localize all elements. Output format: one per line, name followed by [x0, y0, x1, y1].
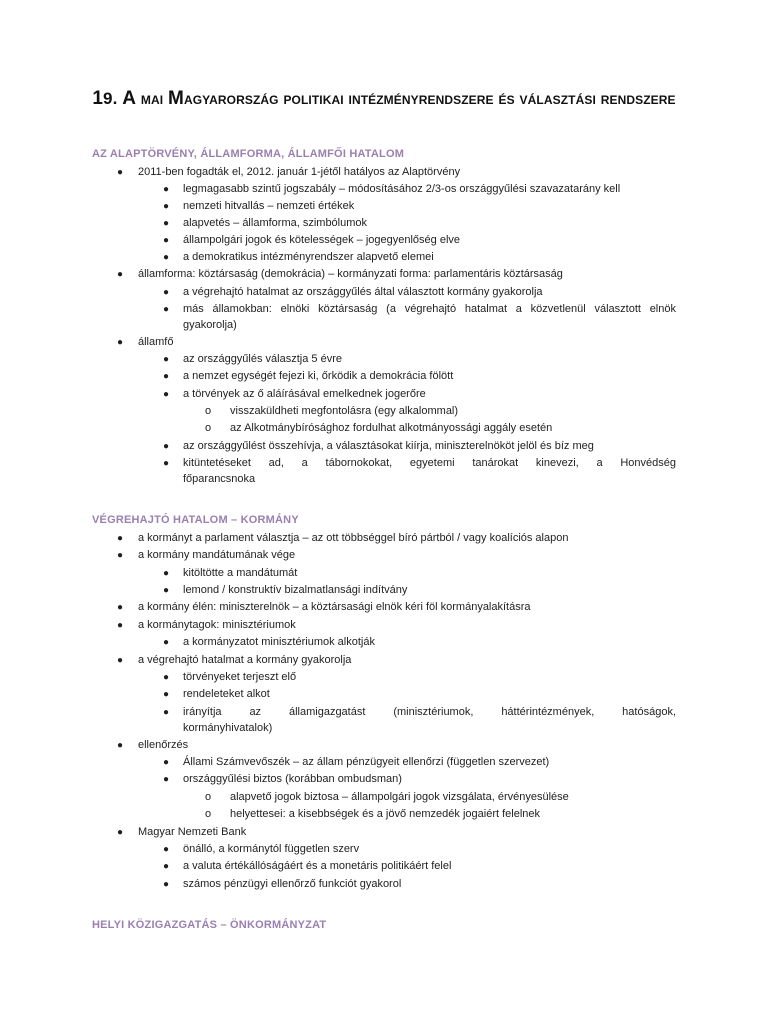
list-item: a nemzet egységét fejezi ki, őrködik a demokrácia fölött: [183, 370, 454, 382]
bullet-icon: ●: [163, 585, 170, 596]
circle-bullet-icon: o: [205, 405, 212, 417]
list-item: ellenőrzés: [138, 739, 189, 751]
list-item: a valuta értékállóságáért és a monetáris politikáért felel: [183, 860, 452, 872]
bullet-icon: ●: [163, 568, 170, 579]
list-item: helyettesei: a kisebbségek és a jövő nemzedék jogaiért felelnek: [230, 808, 541, 820]
bullet-icon: ●: [117, 337, 124, 348]
list-item: kitöltötte a mandátumát: [183, 567, 298, 579]
list-item: lemond / konstruktív bizalmatlansági indítvány: [183, 584, 408, 596]
bullet-icon: ●: [163, 354, 170, 365]
list-item: a törvények az ő aláírásával emelkednek jogerőre: [183, 388, 426, 400]
circle-bullet-icon: o: [205, 791, 212, 803]
list-item: kitüntetéseket ad, a tábornokokat, egyetemi tanárokat kinevezi, a Honvédség: [183, 457, 676, 469]
bullet-icon: ●: [163, 757, 170, 768]
bullet-icon: ●: [117, 827, 124, 838]
bullet-icon: ●: [163, 637, 170, 648]
list-item: Magyar Nemzeti Bank: [138, 826, 247, 838]
list-item: irányítja az államigazgatást (minisztériumok, háttérintézmények, hatóságok,: [183, 706, 676, 718]
list-item: állampolgári jogok és kötelességek – jogegyenlőség elve: [183, 234, 461, 246]
list-item: gyakorolja): [183, 319, 237, 331]
list-item: kormányhivatalok): [183, 722, 273, 734]
list-item: a kormány élén: miniszterelnök – a köztársasági elnök kéri föl kormányalakításra: [138, 601, 531, 613]
list-item: más államokban: elnöki köztársaság (a végrehajtó hatalmat a közvetlenül választott elnök: [183, 303, 676, 315]
bullet-icon: ●: [163, 235, 170, 246]
list-item: 2011-ben fogadták el, 2012. január 1-jétől hatályos az Alaptörvény: [138, 166, 461, 178]
bullet-icon: ●: [163, 218, 170, 229]
page-title: 19. A mai Magyarország politikai intézményrendszere és választási rendszere: [92, 88, 676, 109]
bullet-icon: ●: [163, 389, 170, 400]
bullet-icon: ●: [117, 655, 124, 666]
list-item: törvényeket terjeszt elő: [183, 671, 297, 683]
list-item: nemzeti hitvallás – nemzeti értékek: [183, 200, 355, 212]
section-heading: VÉGREHAJTÓ HATALOM – KORMÁNY: [92, 514, 299, 526]
bullet-icon: ●: [117, 602, 124, 613]
bullet-icon: ●: [163, 689, 170, 700]
list-item: az országgyűlést összehívja, a választásokat kiírja, miniszterelnököt jelöl és bíz meg: [183, 440, 594, 452]
list-item: Állami Számvevőszék – az állam pénzügyeit ellenőrzi (független szervezet): [183, 756, 550, 768]
bullet-icon: ●: [163, 879, 170, 890]
list-item: az országgyűlés választja 5 évre: [183, 353, 342, 365]
bullet-icon: ●: [163, 458, 170, 469]
bullet-icon: ●: [163, 287, 170, 298]
list-item: a kormányt a parlament választja – az ott többséggel bíró pártból / vagy koalíciós alapon: [138, 532, 569, 544]
section-heading: HELYI KÖZIGAZGATÁS – ÖNKORMÁNYZAT: [92, 919, 327, 931]
list-item: államfő: [138, 336, 174, 348]
list-item: a kormánytagok: minisztériumok: [138, 619, 296, 631]
list-item: a kormány mandátumának vége: [138, 549, 296, 561]
bullet-icon: ●: [117, 550, 124, 561]
list-item: legmagasabb szintű jogszabály – módosításához 2/3-os országgyűlési szavazatarány kell: [183, 183, 621, 195]
list-item: rendeleteket alkot: [183, 688, 270, 700]
bullet-icon: ●: [117, 740, 124, 751]
bullet-icon: ●: [117, 167, 124, 178]
bullet-icon: ●: [163, 201, 170, 212]
bullet-icon: ●: [163, 184, 170, 195]
bullet-icon: ●: [163, 371, 170, 382]
bullet-icon: ●: [117, 533, 124, 544]
list-item: a kormányzatot minisztériumok alkotják: [183, 636, 375, 648]
list-item: az Alkotmánybírósághoz fordulhat alkotmányossági aggály esetén: [230, 422, 553, 434]
section-heading: AZ ALAPTÖRVÉNY, ÁLLAMFORMA, ÁLLAMFŐI HATALOM: [92, 148, 405, 160]
list-item: számos pénzügyi ellenőrző funkciót gyakorol: [183, 878, 402, 890]
bullet-icon: ●: [163, 441, 170, 452]
circle-bullet-icon: o: [205, 422, 212, 434]
list-item: önálló, a kormánytól független szerv: [183, 843, 360, 855]
list-item: a demokratikus intézményrendszer alapvető elemei: [183, 251, 434, 263]
list-item: főparancsnoka: [183, 473, 256, 485]
list-item: országgyűlési biztos (korábban ombudsman): [183, 773, 402, 785]
list-item: államforma: köztársaság (demokrácia) – kormányzati forma: parlamentáris köztársaság: [138, 268, 563, 280]
bullet-icon: ●: [163, 252, 170, 263]
list-item: alapvető jogok biztosa – állampolgári jogok vizsgálata, érvényesülése: [230, 791, 569, 803]
bullet-icon: ●: [163, 672, 170, 683]
list-item: visszaküldheti megfontolásra (egy alkalommal): [230, 405, 459, 417]
bullet-icon: ●: [163, 861, 170, 872]
bullet-icon: ●: [163, 304, 170, 315]
bullet-icon: ●: [163, 707, 170, 718]
bullet-icon: ●: [117, 620, 124, 631]
bullet-icon: ●: [163, 774, 170, 785]
list-item: alapvetés – államforma, szimbólumok: [183, 217, 368, 229]
bullet-icon: ●: [163, 844, 170, 855]
list-item: a végrehajtó hatalmat az országgyűlés által választott kormány gyakorolja: [183, 286, 543, 298]
circle-bullet-icon: o: [205, 808, 212, 820]
bullet-icon: ●: [117, 269, 124, 280]
list-item: a végrehajtó hatalmat a kormány gyakorolja: [138, 654, 352, 666]
